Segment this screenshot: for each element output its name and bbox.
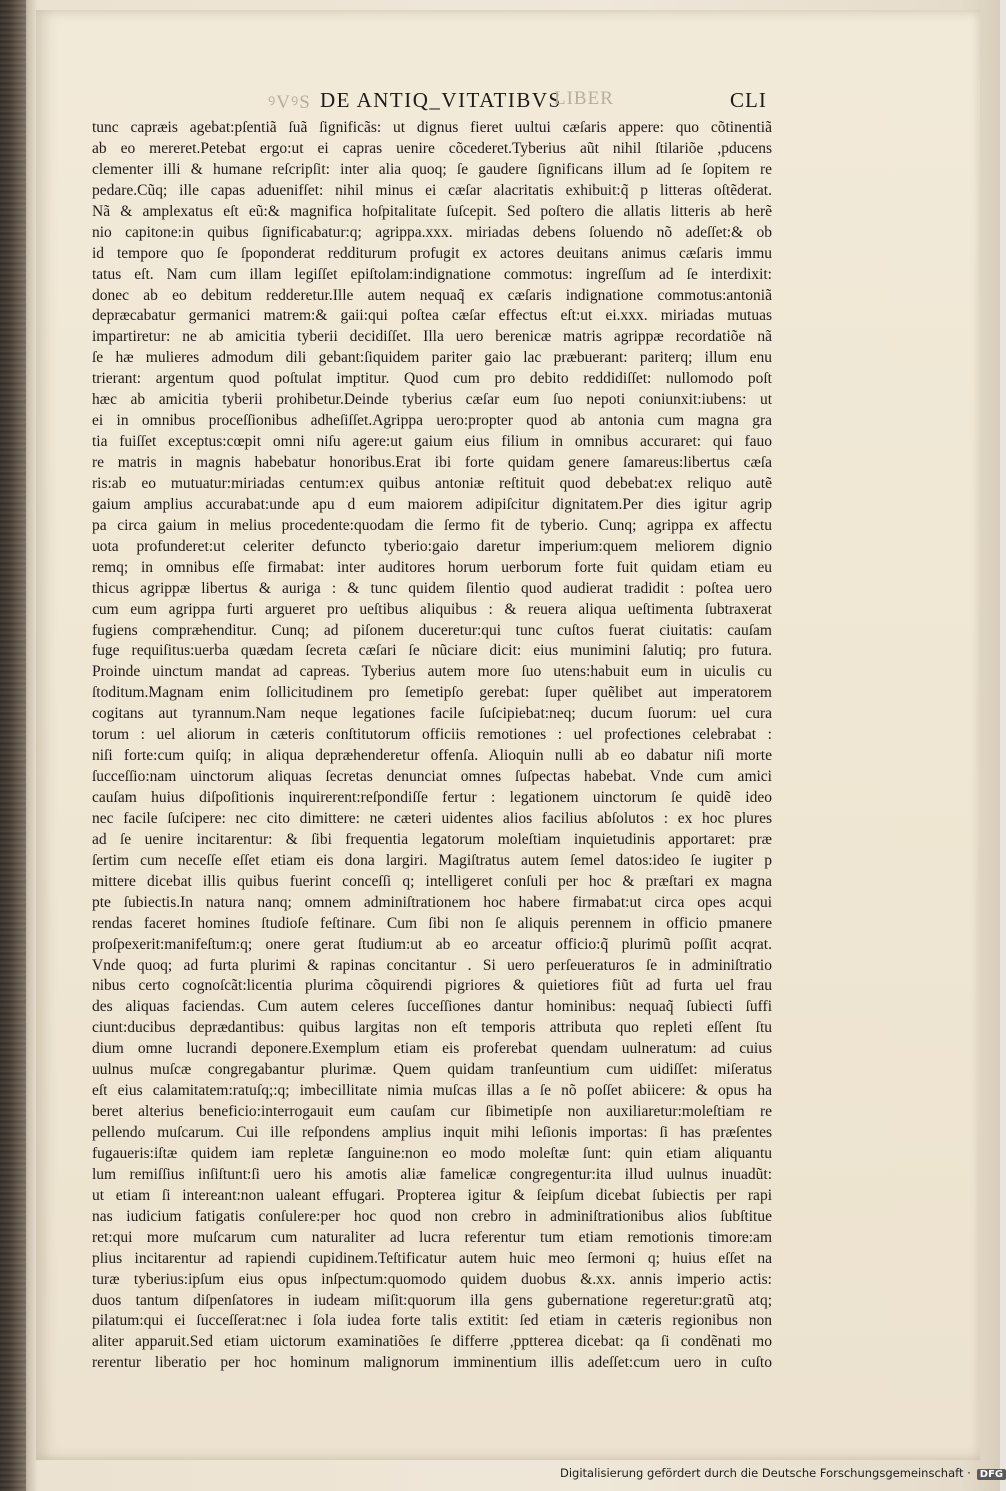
text-line: proſpexerit:manifeſtum:q; onere gerat ſtudium:ut ab eo arceatur officio:q̃ plurimũ poſſit acqrat. [92, 935, 772, 953]
text-line: remq; in omnibus eſſe firmabat: inter auditores horum uerborum forte fuit quidam etiam eu [92, 558, 772, 576]
text-line: impartiretur: ne ab amicitia tyberii decidiſſet. Illa uero berenicæ matris agrippæ recordatiõe nã [92, 328, 772, 346]
text-line: uota profunderet:ut celeriter defuncto tyberio:gaio daretur imperium:quem meliorem dignio [92, 537, 772, 555]
digitization-credit [560, 1466, 1004, 1486]
running-title: DE ANTIQ_VITATIBVS [320, 88, 562, 112]
text-line: rendas faceret homines ſtudioſe feſtinare. Cum ſibi non ſe aliquis perennem in officio pmanere [92, 914, 772, 932]
text-line: ret:qui more muſcarum cum naturaliter ad lucra referentur tum etiam remotionis timore:am [92, 1228, 772, 1246]
text-line: ris:ab eo mutuatur:miriadas centum:ex quibus antoniæ reſtituit quod debebat:ex reliquo autẽ [92, 474, 772, 492]
text-line: dium omne lucrandi deponere.Exemplum etiam eis proferebat quendam uulneratum: ad cuius [92, 1040, 772, 1058]
page-header [260, 88, 780, 114]
text-line: cauſam huius diſpoſitionis inquirerent:reſpondiſſe fertur : legationem uinctorum ſe quidẽ ideo [92, 789, 772, 806]
dfg-logo: DFG [977, 1469, 1006, 1480]
text-line: ciunt:ducibus deprædantibus: quibus largitas non eſt temporis attributa quo repleti eſſent ſtu [92, 1019, 772, 1037]
text-line: fugiens compræhenditur. Cunq; ad piſonem duceretur:qui tunc cuſtos fuerat ciuitatis: cauſam [92, 621, 772, 639]
text-line: tia fuiſſet exceptus:cœpit omni niſu agere:ut gaium eius filium in omnibus accuraret: qui fauo [92, 433, 772, 451]
text-line: ſucceſſio:nam uinctorum aliquas ſecretas denunciat omnes ſuſpectas habebat. Vnde cum amici [92, 768, 772, 786]
text-line: id tempore quo ſe ſpoponderat redditurum profugit ex actores deuitans animus cæſaris immu [92, 244, 772, 262]
show-through-text-left: ꝰVꝰS [268, 92, 311, 113]
text-line: clementer illi & humane reſcripſit: inter alia quoq; ſe gaudere ſignificans illum ad ſe ſopitem re [92, 160, 772, 178]
text-line: duos tantum diſpenſatores in iudeam miſit:quorum illa gens gubernatione regeretur:gratũ atq; [92, 1291, 772, 1309]
folio-number: CLI [730, 88, 767, 112]
text-line: fuge requiſitus:uerba quædam ſecreta cæſari ſe nũciare dicit: eius munimini ſalutiq; pro futura. [92, 642, 772, 660]
text-line: cum eum agrippa furti argueret pro ueſtibus aliquibus : & reuera aliqua ueſtimenta ſubtraxerat [92, 600, 772, 618]
text-line: nas iudicium fatigatis conſulere:per hoc quod non crebro in adminiſtrationibus alios ſubſtitue [92, 1207, 772, 1225]
text-line: torum : uel aliorum in cæteris conſtitutorum officiis remotiones : uel profectiones celebrabat : [92, 726, 772, 744]
text-line: pte ſubiectis.In natura nanq; omnem adminiſtrationem hoc habere firmabat:ut circa opes acqui [92, 893, 772, 911]
text-line: des aliquas faciendas. Cum autem celeres ſucceſſiones dantur hominibus: nequaq̃ ſubiecti ſuffi [92, 998, 772, 1016]
text-line: trierant: argentum quod poſtulat imptitur. Quod cum pro debito reddidiſſet: nullomodo poſt [92, 370, 772, 388]
text-line: ſtoditum.Magnam enim ſollicitudinem pro ſemetipſo gerebat: ſuper quẽlibet aut imperatorem [92, 684, 772, 702]
text-line: fugaueris:iſtæ quidem iam repletæ ſanguine:non eo modo moleſtæ ſunt: quin etiam aliquantu [92, 1144, 772, 1162]
text-line: pedare.Cũq; ille capas aduenifſet: nihil minus ei cæſar alacritatis exhibuit:q̃ p litteras oſtẽderat. [92, 181, 772, 199]
text-line: mittere dicebat illis quibus fuerint conceſſi q; intelligeret conſuli per hoc & præſtari ex magna [92, 872, 772, 890]
book-spine-edge [0, 0, 26, 1491]
text-line: uulnus muſcæ congregabantur plurimæ. Quem quidam tranſeuntium cum uidiſſet: miſeratus [92, 1061, 772, 1079]
text-line: tatus eſt. Nam cum illam legiſſet epiſtolam:indignatione commotus: ingreſſum ad ſe interdixit: [92, 265, 772, 283]
text-line: pilatum:qui ei ſucceſſerat:nec i ſola iudea forte talis extitit: ſed etiam in cæteris regionibus non [92, 1312, 772, 1330]
text-line: ab eo mereret.Petebat ergo:ut ei capras uenire cõcederet.Tyberius aũt nihil ſtilariõe ,pducens [92, 139, 772, 157]
body-text [92, 118, 772, 1374]
text-line: ſe hæ mulieres admodum dili gebant:ſiquidem pariter gaio lac præbuerant: pariterq; illum enu [92, 349, 772, 367]
text-line: rerentur liberatio per hoc hominum malignorum imminentium illis adeſſet:cum uero in cuſto [92, 1354, 772, 1372]
text-line: nio capitone:in quibus ſignificabatur:q; agrippa.xxx. miriadas debens ſoluendo nõ adeſſet:& ob [92, 223, 772, 241]
text-line: Nã & amplexatus eſt eũ:& magnifica hoſpitalitate ſuſcepit. Sed poſtero die allatis litteris ab herẽ [92, 202, 772, 220]
text-line: turæ tyberius:ipſum eius opus inſpectum:quomodo quidem duobus &.xx. annis imperio actis: [92, 1270, 772, 1288]
text-line: nibus certo cognoſcãt:licentia plurima cõquirendi pigriores & quietiores fiũt ad furta uel frau [92, 977, 772, 995]
text-line: ſertim cum neceſſe eſſet etiam eis dona largiri. Magiſtratus autem ſemel datos:ideo ſe iugiter p [92, 851, 772, 869]
text-line: eſt eius calamitatem:ratuſq;:q; imbecillitate nimia muſcas illas a ſe nõ poſſet abiicere: & opus ha [92, 1082, 772, 1100]
text-line: hæc ab amicitia tyberii prohibetur.Deinde tyberius cæſar eum ſuo nepoti coniunxit:iubens: ut [92, 391, 772, 409]
text-line: ut etiam ſi intereant:non ualeant effugari. Propterea igitur & ſeipſum dicebat ſubiectis per rapi [92, 1186, 772, 1204]
text-line: beret alterius beneficio:interrogauit eum cauſam cur ſibimetipſe non auxiliaretur:moleſtiam re [92, 1103, 772, 1121]
text-line: thicus agrippæ libertus & auriga : & tunc quidem ſilentio quod audierat tradidit : poſtea uero [92, 579, 772, 597]
text-line: re matris in magnis habebatur honoribus.Erat ibi forte quidam genere ſamareus:libertus cæſa [92, 454, 772, 471]
text-line: gaium amplius accurabat:unde apu d eum maiorem adipiſcitur dignitatem.Per dies igitur agrip [92, 495, 772, 513]
text-line: ei in omnibus proceſſionibus adheſiſſet.Agrippa uero:propter quod ab antonia cum magna gra [92, 412, 772, 430]
text-line: tunc capræis agebat:pſentiã ſuã ſignificãs: ut dignus fieret uultui cæſaris appere: quo cõtinentiã [92, 119, 772, 136]
text-line: donec ab eo debitum redderetur.Ille autem nequaq̃ ex cæſaris indignatione commotus:antoniã [92, 286, 772, 304]
text-line: Vnde quoq; ad furta plurimi & rapinas concitantur . Si uero perſeueraturos ſe in adminiſtratio [92, 956, 772, 974]
show-through-text-right: LIBER [554, 88, 614, 109]
text-line: ad ſe uenire incitarentur: & ſibi frequentia legatorum moleſtiam inquietudinis apportaret: præ [92, 830, 772, 848]
text-line: cogitans aut tyrannum.Nam neque legationes facile ſuſcipiebat:neq; ducum ſuorum: uel cura [92, 705, 772, 723]
text-line: pa circa gaium in melius procedente:quodam die ſermo fit de tyberio. Cunq; agrippa ex affectu [92, 516, 772, 534]
credit-text: Digitalisierung gefördert durch die Deutsche Forschungsgemeinschaft · [560, 1466, 971, 1480]
text-line: niſi forte:cum quiſq; in aliqua depræhenderetur offenſa. Alioquin nulli ab eo dabatur niſi morte [92, 747, 772, 765]
text-line: plius incitarentur ad rapiendi cupidinem.Teſtificatur autem huic meo ſermoni q; huius eſſet na [92, 1249, 772, 1267]
text-line: pellendo muſcarum. Cui ille reſpondens amplius inquit mihi leſionis importas: ſi has præſentes [92, 1124, 772, 1141]
text-line: Proinde uinctum mandat ad capreas. Tyberius autem more ſuo utens:habuit eum in uiculis cu [92, 663, 772, 681]
text-line: nec facile ſuſcipere: nec cito dimittere: ne cæteri uidentes alios facilius abſolutos : ex hoc plures [92, 809, 772, 827]
text-line: lum remiſſius inſiſtunt:ſi uero his amotis aliæ famelicæ congregentur:ita illud uulnus inuadũt: [92, 1165, 772, 1183]
text-line: aliter apparuit.Sed etiam uictorum examinatiões ſe differre ,pptterea dicebat: qa ſi condẽnati mo [92, 1333, 772, 1351]
text-line: depræcabatur germanici matrem:& gaii:qui poſtea cæſar effectus eſt:ut ei.xxx. miriadas mutuas [92, 307, 772, 325]
